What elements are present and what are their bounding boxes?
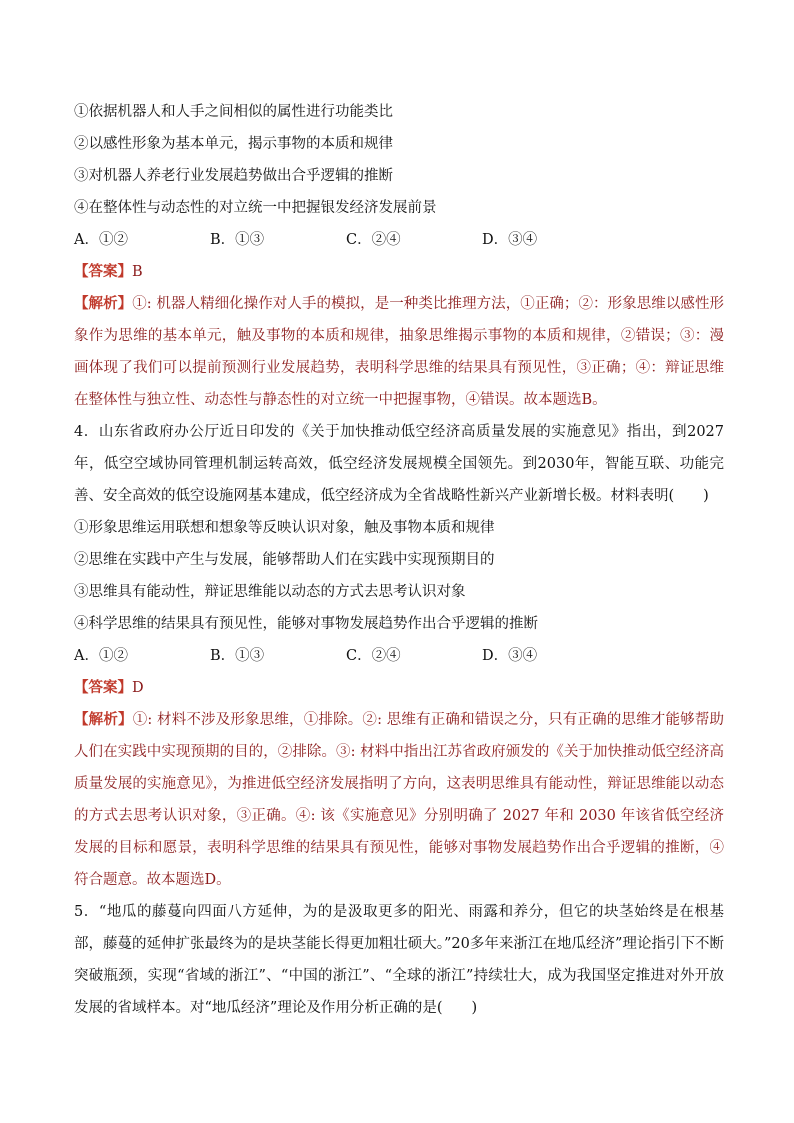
q3-answer [74,256,724,288]
q4-option-b: B．①③ [210,648,265,664]
q3-answer-tag: 【答案】 [74,263,132,280]
q4-answer-tag: 【答案】 [74,679,132,696]
q4-option-a: A．①② [74,648,128,664]
q3-option-a: A．①② [74,232,128,248]
q4-analysis-tag: 【解析】 [74,711,133,728]
q5-stem: 5．“地瓜的藤蔓向四面八方延伸，为的是汲取更多的阳光、雨露和养分，但它的块茎始终是在根基部，藤蔓的延伸扩张最终为的是块茎能长得更加粗壮硕大。”20多年来浙江在地瓜经济”理论指引下不断突破瓶颈，实现“省域的浙江”、“中国的浙江”、“全球的浙江”持续壮大，成为我国坚定推进对外开放发展的省域样本。对“地瓜经济”理论及作用分析正确的是( ) [74,904,724,1016]
q3-statement-3: ③对机器人养老行业发展趋势做出合乎逻辑的推断 [74,168,393,184]
q3-options [74,224,724,256]
q4-stem: 4．山东省政府办公厅近日印发的《关于加快推动低空经济高质量发展的实施意见》指出，到2027年，低空空域协同管理机制运转高效，低空经济发展规模全国领先。到2030年，智能互联、功能完善、安全高效的低空设施网基本建成，低空经济成为全省战略性新兴产业新增长极。材料表明( ) [74,424,724,504]
q3-statement-2: ②以感性形象为基本单元，揭示事物的本质和规律 [74,136,393,152]
q3-analysis-tag: 【解析】 [74,295,133,312]
q3-option-b: B．①③ [210,232,265,248]
page-content [74,96,724,1024]
q4-option-c: C．②④ [346,648,401,664]
q3-statement-1: ①依据机器人和人手之间相似的属性进行功能类比 [74,104,393,120]
q3-analysis-text: ①: 机器人精细化操作对人手的模拟，是一种类比推理方法，①正确；②：形象思维以感性形象作为思维的基本单元，触及事物的本质和规律，抽象思维揭示事物的本质和规律，②错误；③：漫画体现了我们可以提前预测行业发展趋势，表明科学思维的结果具有预见性，③正确；④：辩证思维在整体性与独立性、动态性与静态性的对立统一中把握事物，④错误。故本题选B。 [74,296,724,408]
q4-options [74,640,724,672]
q3-option-c: C．②④ [346,232,401,248]
q3-answer-value: B [132,264,143,280]
q4-statement-3: ③思维具有能动性，辩证思维能以动态的方式去思考认识对象 [74,584,466,600]
q4-option-d: D．③④ [482,648,538,664]
q4-statement-1: ①形象思维运用联想和想象等反映认识对象，触及事物本质和规律 [74,520,495,536]
q3-statement-4: ④在整体性与动态性的对立统一中把握银发经济发展前景 [74,200,437,216]
q4-answer-value: D [132,680,144,696]
q4-analysis-text: ①: 材料不涉及形象思维，①排除。②: 思维有正确和错误之分，只有正确的思维才能够帮助人们在实践中实现预期的目的，②排除。③: 材料中指出江苏省政府颁发的《关于加快推动低空经济高质量发展的实施意见》，为推进低空经济发展指明了方向，这表明思维具有能动性，辩证思维能以动态的方式去思考认识对象，③正确。④: 该《实施意见》分别明确了 2027 年和 2030 年该省低空经济发展的目标和愿景，表明科学思维的结果具有预见性，能够对事物发展趋势作出合乎逻辑的推断，④符合题意。故本题选D。 [74,712,724,888]
q3-option-d: D．③④ [482,232,538,248]
q3-analysis [74,288,724,416]
q4-statement-2: ②思维在实践中产生与发展，能够帮助人们在实践中实现预期目的 [74,552,495,568]
q4-analysis [74,704,724,896]
q4-answer [74,672,724,704]
q4-statement-4: ④科学思维的结果具有预见性，能够对事物发展趋势作出合乎逻辑的推断 [74,616,538,632]
